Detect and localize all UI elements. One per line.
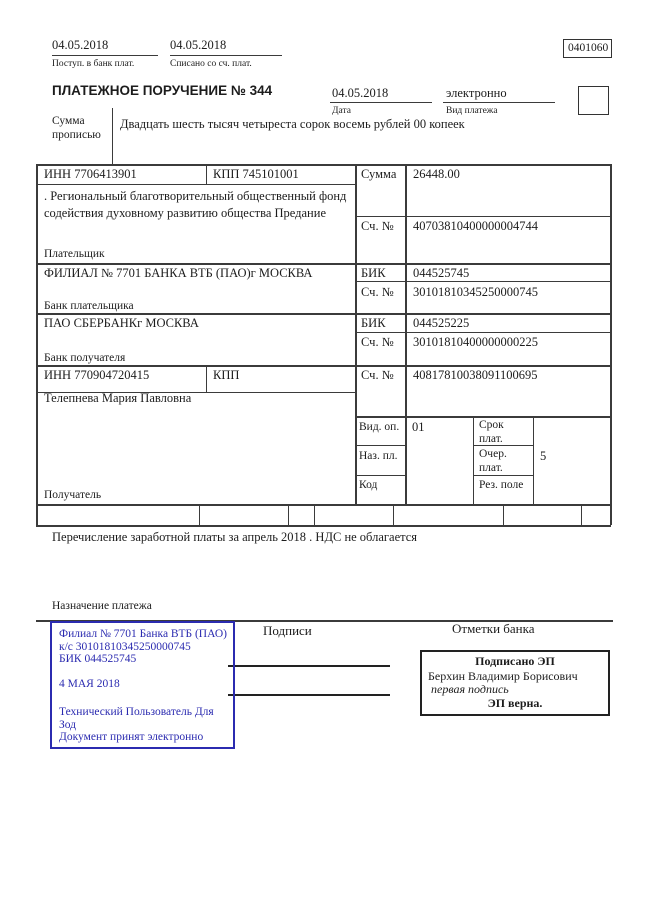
blue-stamp-accepted: Документ принят электронно bbox=[59, 731, 204, 743]
due-date-label: Срок плат. bbox=[479, 419, 504, 445]
received-date-underline bbox=[52, 55, 158, 56]
form-code: 0401060 bbox=[568, 42, 609, 54]
payer-account: 40703810400000004744 bbox=[413, 219, 538, 233]
document-title: ПЛАТЕЖНОЕ ПОРУЧЕНИЕ № 344 bbox=[52, 83, 273, 98]
payer-bank-bik: 044525745 bbox=[413, 266, 470, 280]
table-line bbox=[36, 525, 611, 527]
table-line bbox=[206, 164, 207, 184]
signature-line bbox=[228, 694, 390, 696]
code-label: Код bbox=[359, 479, 378, 491]
table-line bbox=[405, 164, 407, 504]
payment-purpose-text: Перечисление заработной платы за апрель 2018 . НДС не облагается bbox=[52, 530, 418, 544]
table-line bbox=[533, 416, 534, 504]
payer-inn: ИНН 7706413901 bbox=[44, 167, 137, 181]
payee-bank-account: 30101810400000000225 bbox=[413, 335, 538, 349]
doc-date-label: Дата bbox=[332, 106, 351, 116]
debited-date-value: 04.05.2018 bbox=[170, 38, 227, 52]
payee-kpp: КПП bbox=[213, 368, 240, 382]
debited-date-underline bbox=[170, 55, 282, 56]
esign-first-signature: первая подпись bbox=[431, 682, 509, 696]
table-line bbox=[36, 164, 611, 166]
purpose-code-label: Наз. пл. bbox=[359, 450, 398, 462]
table-line bbox=[288, 504, 289, 525]
payee-bank-bik: 044525225 bbox=[413, 316, 470, 330]
table-line bbox=[355, 281, 611, 282]
payer-account-label: Сч. № bbox=[361, 219, 394, 233]
blue-stamp-user: Технический Пользователь Для Зод bbox=[59, 706, 214, 731]
payee-bank-name: ПАО СБЕРБАНКг МОСКВА bbox=[44, 316, 199, 330]
payer-caption: Плательщик bbox=[44, 248, 105, 260]
esign-stamp bbox=[420, 650, 610, 716]
table-line bbox=[36, 263, 611, 265]
payer-name: . Региональный благотворительный общественный фонд содействия духовному развитию общества Предание bbox=[44, 189, 347, 220]
table-line bbox=[503, 504, 504, 525]
payee-bank-bik-label: БИК bbox=[361, 316, 386, 330]
table-line bbox=[473, 416, 474, 504]
table-line bbox=[36, 504, 611, 506]
bank-marks-title: Отметки банка bbox=[452, 621, 535, 636]
table-line bbox=[36, 184, 355, 185]
table-line bbox=[36, 313, 611, 315]
op-type-value: 01 bbox=[412, 420, 425, 434]
doc-date-underline bbox=[330, 102, 432, 103]
doc-date-value: 04.05.2018 bbox=[332, 86, 389, 100]
payee-bank-caption: Банк получателя bbox=[44, 352, 126, 364]
blue-stamp-bik: БИК 044525745 bbox=[59, 653, 137, 665]
table-line bbox=[355, 416, 611, 418]
table-line bbox=[206, 365, 207, 392]
esign-valid: ЭП верна. bbox=[487, 696, 543, 710]
table-line bbox=[314, 504, 315, 525]
blue-stamp-bank-name: Филиал № 7701 Банка ВТБ (ПАО) bbox=[59, 628, 227, 640]
priority-label: Очер. плат. bbox=[479, 448, 507, 474]
table-line bbox=[610, 164, 612, 525]
payee-account: 40817810038091100695 bbox=[413, 368, 538, 382]
amount-words-divider bbox=[112, 108, 113, 164]
table-line bbox=[355, 445, 405, 446]
payment-kind-value: электронно bbox=[446, 86, 507, 100]
payer-bank-caption: Банк плательщика bbox=[44, 300, 134, 312]
table-line bbox=[393, 504, 394, 525]
payer-bank-account-label: Сч. № bbox=[361, 285, 394, 299]
form-code-box bbox=[563, 39, 612, 58]
payer-bank-name: ФИЛИАЛ № 7701 БАНКА ВТБ (ПАО)г МОСКВА bbox=[44, 266, 313, 280]
payee-inn: ИНН 770904720415 bbox=[44, 368, 150, 382]
signature-line bbox=[228, 665, 390, 667]
received-date-label: Поступ. в банк плат. bbox=[52, 59, 135, 69]
payment-purpose-caption: Назначение платежа bbox=[52, 600, 152, 612]
amount-words-value: Двадцать шесть тысяч четыреста сорок восемь рублей 00 копеек bbox=[120, 117, 465, 131]
payer-kpp: КПП 745101001 bbox=[213, 167, 299, 181]
amount-words-label: Сумма прописью bbox=[52, 115, 101, 141]
table-line bbox=[36, 164, 38, 525]
payee-account-label: Сч. № bbox=[361, 368, 394, 382]
table-line bbox=[199, 504, 200, 525]
payer-bank-account: 30101810345250000745 bbox=[413, 285, 538, 299]
bank-blue-stamp bbox=[50, 621, 235, 749]
debited-date-label: Списано со сч. плат. bbox=[170, 59, 252, 69]
payee-caption: Получатель bbox=[44, 489, 102, 501]
table-line bbox=[36, 365, 611, 367]
payee-bank-account-label: Сч. № bbox=[361, 335, 394, 349]
table-line bbox=[355, 475, 405, 476]
table-line bbox=[581, 504, 582, 525]
status-checkbox bbox=[578, 86, 609, 115]
signatures-title: Подписи bbox=[263, 623, 312, 638]
payer-bank-bik-label: БИК bbox=[361, 266, 386, 280]
table-line bbox=[473, 475, 533, 476]
amount-label: Сумма bbox=[361, 167, 397, 181]
payment-kind-label: Вид платежа bbox=[446, 106, 498, 116]
esign-title: Подписано ЭП bbox=[475, 654, 555, 668]
esign-person: Берхин Владимир Борисович bbox=[428, 669, 578, 683]
op-type-label: Вид. оп. bbox=[359, 421, 400, 433]
blue-stamp-date: 4 МАЯ 2018 bbox=[59, 678, 120, 690]
priority-value: 5 bbox=[540, 449, 547, 463]
payee-name: Телепнева Мария Павловна bbox=[44, 391, 192, 405]
payment-kind-underline bbox=[443, 102, 555, 103]
reserve-field-label: Рез. поле bbox=[479, 479, 524, 491]
received-date-value: 04.05.2018 bbox=[52, 38, 109, 52]
table-line bbox=[355, 216, 611, 217]
blue-stamp-corr-account: к/с 30101810345250000745 bbox=[59, 641, 191, 653]
table-line bbox=[355, 332, 611, 333]
amount-value: 26448.00 bbox=[413, 167, 460, 181]
